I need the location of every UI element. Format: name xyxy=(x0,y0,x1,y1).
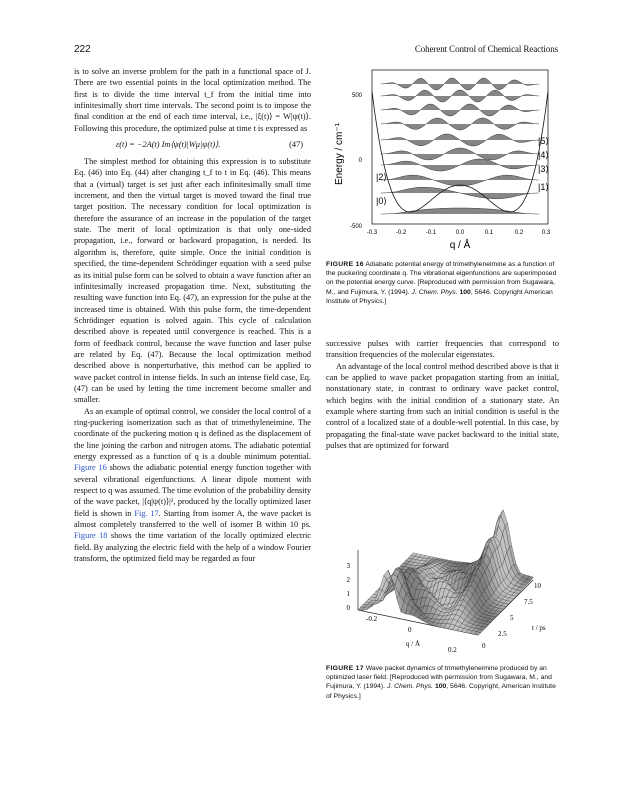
state-label-5: |5⟩ xyxy=(538,136,549,146)
figure-16 xyxy=(328,62,560,252)
equation-body: ε(t) = −2A(t) Im⟨ψ(t)|Wμ|ψ(t)⟩. xyxy=(116,140,221,150)
figure-16-ylabel: Energy / cm⁻¹ xyxy=(334,123,345,185)
left-column xyxy=(74,66,311,564)
paragraph-2: The simplest method for obtaining this expression is to substitute Eq. (46) into Eq. (44) after changing t_f to t in Eq. (46). This means that a (virtual) target is set just after each infinitesimally small time increment, and then the virtual target is moved toward the final true target position. The necessary condition for local optimization is therefore the assurance of an increase in the population of the target state. The merit of local optimization is that only one-sided propagation, i.e., forward or backward propagation, is needed. Its algorithm is, therefore, quite simple. Once the initial condition is specified, the time-dependent Schrödinger equation with a seed pulse as its initial pulse form can be solved to obtain a wave function after an infinitesimally increased propagation time. Next, substituting the resulting wave function into Eq. (47), an expression for the pulse at the increased time is obtained. With this pulse form, the time-dependent Schrödinger equation is solved again. This cycle of calculation described above is repeated until convergence is reached. This is a form of feedback control, because the wave function and laser pulse are related by Eq. (47). Because the local optimization method described above is nonperturbative, this method can be applied to wave packet control in intense fields. In such an intense field case, Eq. (47) can be used by letting the time increment become smaller and smaller. xyxy=(74,157,311,405)
figure-17-caption xyxy=(326,664,559,701)
figure-16-caption-label: FIGURE 16 xyxy=(326,261,364,268)
q-tick-3: 0.2 xyxy=(448,646,457,654)
paragraph-3-text-d: shows the time variation of the locally optimized electric field. By analyzing the electric field with the help of a window Fourier transform, the optimized field may be regarded as four xyxy=(74,531,311,564)
figure-17 xyxy=(328,470,560,660)
x-tick-4: 0.0 xyxy=(455,230,465,236)
eigenfunction-trace xyxy=(381,78,539,90)
t-tick-7-5: 7.5 xyxy=(524,598,533,606)
paragraph-3-text-a: As an example of optimal control, we consider the local control of a ring-puckering isomerization such as that of trimethyleneimine. The coordinate of the puckering motion q is defined as the displacement of the line joining the carbon and nitrogen atoms. The adiabatic potential energy expressed as a function of q is a double minimum potential. xyxy=(74,406,311,461)
figure-17-caption-text: Wave packet dynamics of trimethyleneimine produced by an optimized laser field. [Reproduced with permission from Sugawara, M., and Fujimura, Y. (1994). xyxy=(326,665,552,691)
eigenfunction-trace xyxy=(381,187,539,199)
running-title: Coherent Control of Chemical Reactions xyxy=(414,44,558,54)
paragraph-3 xyxy=(74,406,311,565)
x-tick-3: -0.1 xyxy=(425,230,437,236)
paragraph-3-text-b: shows the adiabatic potential energy function together with several vibrational eigenfunctions. A linear dipole moment with respect to q was assumed. The time evolution of the probability density of the wave packet, |⟨q|ψ(t)⟩|², produced by the locally optimized laser field is shown in xyxy=(74,463,311,518)
right-paragraph-1: successive pulses with carrier frequencies that correspond to transition frequencies of the molecular eigenstates. xyxy=(326,339,559,360)
wave-packet-surface xyxy=(358,510,533,635)
q-tick-1: -0.2 xyxy=(366,615,378,623)
eigenfunction-trace xyxy=(381,134,539,146)
q-axis-label: q / Å xyxy=(406,640,420,648)
x-tick-2: -0.2 xyxy=(395,230,407,236)
y-tick-minus-500: -500 xyxy=(349,224,362,230)
figure-16-caption-text: Adiabatic potential energy of trimethyleneimine as a function of the puckering coordinate q. The vibrational eigenfunctions are superimposed on the potential energy curve. [Reproduced with permission from Sugawara, M., and Fujimura, Y. (1994). xyxy=(326,261,557,296)
t-tick-0: 0 xyxy=(482,642,486,650)
equation-number: (47) xyxy=(289,140,303,150)
eigenfunction-trace xyxy=(381,159,539,171)
state-label-3: |3⟩ xyxy=(538,164,549,174)
y-tick-0: 0 xyxy=(358,158,362,164)
x-tick-1: -0.3 xyxy=(366,230,378,236)
x-tick-5: 0.1 xyxy=(484,230,494,236)
eigenfunction-trace xyxy=(381,104,539,116)
z-tick-1: 1 xyxy=(346,590,350,598)
state-label-1: |1⟩ xyxy=(538,182,549,192)
eigenfunction-trace xyxy=(381,148,539,160)
figure-16-xlabel: q / Å xyxy=(449,240,471,251)
eigenfunction-trace xyxy=(381,90,539,102)
figure-16-caption-volume: 100 xyxy=(459,288,471,296)
eigenfunction-trace xyxy=(381,208,539,214)
t-axis-label: t / ps xyxy=(532,624,546,632)
figure-17-link[interactable]: Fig. 17 xyxy=(134,508,159,518)
x-tick-6: 0.2 xyxy=(514,230,524,236)
figure-16-caption-end: , 5646. Copyright American Institute of Physics.] xyxy=(326,288,553,305)
x-tick-7: 0.3 xyxy=(541,230,551,236)
equation-47 xyxy=(74,134,311,156)
z-tick-3: 3 xyxy=(346,562,350,570)
vibrational-eigenfunctions xyxy=(381,78,539,214)
figure-18-link[interactable]: Figure 18 xyxy=(74,531,108,541)
z-tick-0: 0 xyxy=(346,604,350,612)
figure-16-link[interactable]: Figure 16 xyxy=(74,463,107,473)
paragraph-3-text-c: . Starting from isomer A, the wave packet is almost completely transferred to the well of isomer B within 10 ps. xyxy=(74,508,312,530)
q-tick-2: 0 xyxy=(408,626,412,634)
right-paragraph-2: An advantage of the local control method described above is that it can be applied to wave packet propagation starting from an initial, nonstationary state, in contrast to ordinary wave packet control, which begins with the initial condition of a stationary state. An example where starting from such an initial condition is useful is the control of a localized state of a double-well potential. In this case, by propagating the final-state wave packet backward to the initial state, pulses that are optimized for forward xyxy=(326,361,559,451)
right-column xyxy=(326,338,559,451)
state-label-2: |2⟩ xyxy=(376,172,387,182)
running-head xyxy=(74,44,558,58)
eigenfunction-trace xyxy=(381,118,539,130)
t-tick-2-5: 2.5 xyxy=(498,630,507,638)
y-tick-500: 500 xyxy=(351,93,362,99)
eigenfunction-trace xyxy=(381,175,539,186)
state-label-4: |4⟩ xyxy=(538,150,549,160)
t-tick-10: 10 xyxy=(534,582,541,590)
figure-17-caption-label: FIGURE 17 xyxy=(326,665,364,672)
state-label-0: |0⟩ xyxy=(376,196,387,206)
figure-17-caption-volume: 100 xyxy=(434,683,447,691)
figure-16-caption-journal: J. Chem. Phys. xyxy=(411,288,458,296)
figure-16-caption xyxy=(326,260,559,306)
figure-17-caption-journal: J. Chem. Phys. xyxy=(386,683,434,691)
t-tick-5: 5 xyxy=(510,614,514,622)
z-tick-2: 2 xyxy=(346,576,350,584)
figure-17-caption-end: , 5646. Copyright, American Institute of Physics.] xyxy=(326,683,556,700)
paragraph-1: is to solve an inverse problem for the path in a functional space of J. There are two essential points in the local optimization method. The first is to divide the time interval t_f from the initial time into infinitesimally short time intervals. The second point is to impose the final condition at the end of each time interval, i.e., |ξ(t)⟩ = W|ψ(t)⟩. Following this procedure, the optimized pulse at time t is expressed as xyxy=(74,67,311,133)
page-number: 222 xyxy=(74,44,91,55)
